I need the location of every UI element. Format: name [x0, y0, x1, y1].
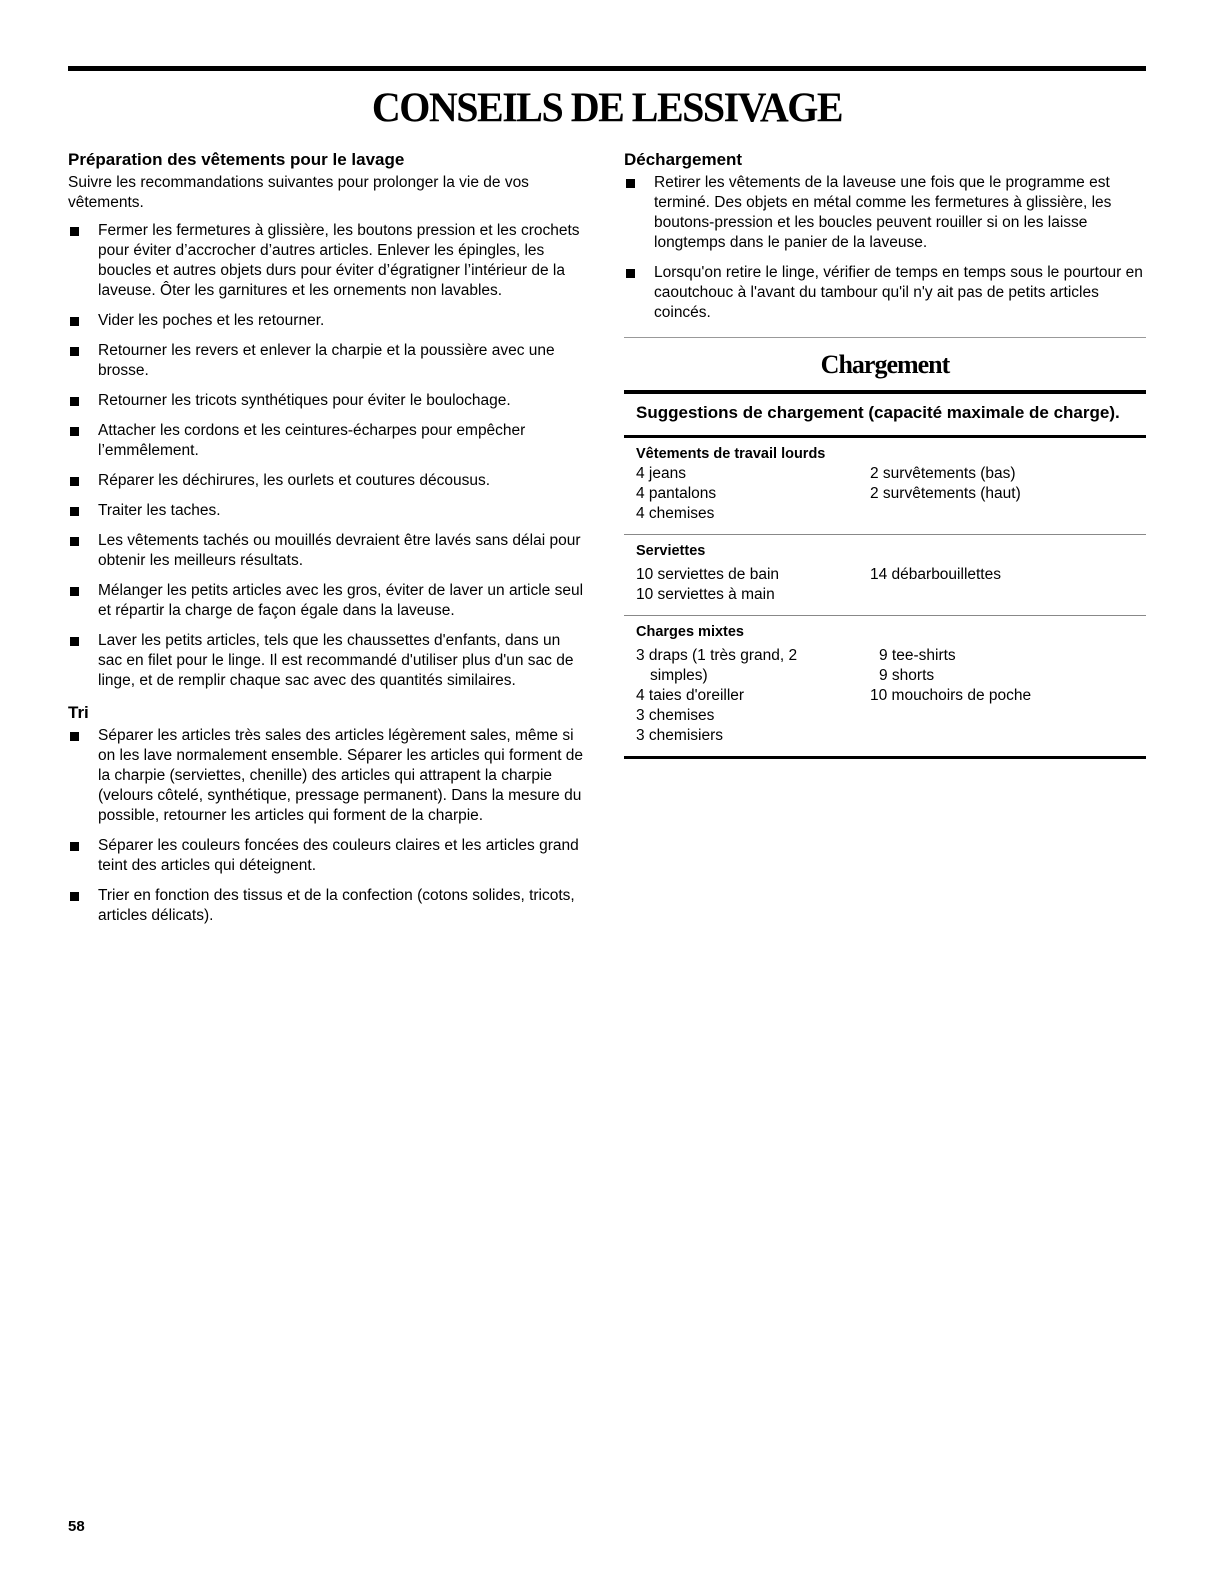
load-item: 3 draps (1 très grand, 2 — [636, 647, 798, 664]
list-item: Fermer les fermetures à glissière, les boutons pression et les crochets pour éviter d’accrocher d’autres articles. Enlever les épingles, les boucles et autres objets durs pour éviter d’égratigner l’intérieur de la laveuse. Ôter les garnitures et les ornements non lavables. — [68, 221, 588, 301]
bullet-square-icon — [70, 732, 79, 741]
list-item: Retourner les tricots synthétiques pour éviter le boulochage. — [68, 391, 588, 411]
dechargement-list — [624, 173, 1146, 323]
bullet-square-icon — [70, 637, 79, 646]
preparation-list — [68, 221, 588, 691]
bullet-square-icon — [70, 892, 79, 901]
right-column — [624, 150, 1146, 759]
bullet-square-icon — [70, 537, 79, 546]
tri-list — [68, 726, 588, 926]
table-caption: Suggestions de chargement (capacité maximale de charge). — [636, 403, 1120, 422]
load-group — [624, 438, 1146, 534]
list-item: Attacher les cordons et les ceintures-écharpes pour empêcher l’emmêlement. — [68, 421, 588, 461]
chargement-title: Chargement — [820, 350, 950, 379]
load-item: 10 serviettes à main — [636, 586, 775, 603]
list-item: Retirer les vêtements de la laveuse une fois que le programme est terminé. Des objets en métal comme les fermetures à glissière, les boutons-pression et les boucles peuvent rouiller si on les laisse longtemps dans le panier de la laveuse. — [624, 173, 1146, 253]
load-item: simples) — [650, 667, 708, 684]
group-heading: Charges mixtes — [636, 624, 744, 640]
bullet-square-icon — [626, 179, 635, 188]
bullet-square-icon — [70, 347, 79, 356]
bullet-square-icon — [70, 227, 79, 236]
load-group — [624, 615, 1146, 756]
list-item: Lorsqu'on retire le linge, vérifier de temps en temps sous le pourtour en caoutchouc à l'avant du tambour qu'il n'y ait pas de petits articles coincés. — [624, 263, 1146, 323]
table-bottom-rule — [624, 756, 1146, 759]
load-item: 2 survêtements (bas) — [870, 465, 1016, 482]
list-item: Retourner les revers et enlever la charpie et la poussière avec une brosse. — [68, 341, 588, 381]
load-item: 3 chemisiers — [636, 727, 723, 744]
bullet-square-icon — [70, 587, 79, 596]
list-item: Séparer les couleurs foncées des couleurs claires et les articles grand teint des articles qui déteignent. — [68, 836, 588, 876]
bullet-square-icon — [70, 427, 79, 436]
top-rule — [68, 66, 1146, 71]
group-heading: Vêtements de travail lourds — [636, 446, 826, 462]
group-heading: Serviettes — [636, 543, 706, 559]
list-item: Trier en fonction des tissus et de la confection (cotons solides, tricots, articles délicats). — [68, 886, 588, 926]
dechargement-heading: Déchargement — [624, 150, 743, 169]
page-title: CONSEILS DE LESSIVAGE — [371, 83, 843, 132]
bullet-square-icon — [70, 397, 79, 406]
list-item: Réparer les déchirures, les ourlets et coutures décousus. — [68, 471, 588, 491]
bullet-square-icon — [70, 477, 79, 486]
left-column — [68, 150, 588, 936]
list-item: Laver les petits articles, tels que les chaussettes d'enfants, dans un sac en filet pour le linge. Il est recommandé d'utiliser plus d'un sac de linge, et de remplir chaque sac avec des quantités similaires. — [68, 631, 588, 691]
load-item: 10 serviettes de bain — [636, 566, 780, 583]
load-item: 4 pantalons — [636, 485, 717, 502]
section-divider — [624, 337, 1146, 338]
bullet-square-icon — [70, 507, 79, 516]
list-item: Séparer les articles très sales des articles légèrement sales, même si on les lave normalement ensemble. Séparer les articles qui forment de la charpie (serviettes, chenille) des articles qui attrapent la charpie (velours côtelé, synthétique, pressage permanent). Dans la mesure du possible, retourner les articles qui forment de la charpie. — [68, 726, 588, 826]
load-item: 4 chemises — [636, 505, 715, 522]
load-item: 2 survêtements (haut) — [870, 485, 1021, 502]
bullet-square-icon — [70, 317, 79, 326]
list-item: Traiter les taches. — [68, 501, 588, 521]
load-item: 4 jeans — [636, 465, 686, 482]
bullet-square-icon — [70, 842, 79, 851]
preparation-intro: Suivre les recommandations suivantes pour prolonger la vie de vos vêtements. — [68, 174, 529, 211]
load-item: 9 shorts — [879, 667, 935, 684]
load-item: 10 mouchoirs de poche — [870, 687, 1032, 704]
page-number: 58 — [68, 1518, 85, 1535]
tri-heading: Tri — [68, 703, 89, 722]
load-item: 4 taies d'oreiller — [636, 687, 745, 704]
load-group — [624, 534, 1146, 615]
load-item: 9 tee-shirts — [879, 647, 956, 664]
list-item: Vider les poches et les retourner. — [68, 311, 588, 331]
list-item: Les vêtements tachés ou mouillés devraient être lavés sans délai pour obtenir les meilleurs résultats. — [68, 531, 588, 571]
list-item: Mélanger les petits articles avec les gros, éviter de laver un article seul et répartir la charge de façon égale dans la laveuse. — [68, 581, 588, 621]
load-item: 14 débarbouillettes — [870, 566, 1001, 583]
bullet-square-icon — [626, 269, 635, 278]
preparation-heading: Préparation des vêtements pour le lavage — [68, 150, 405, 169]
load-item: 3 chemises — [636, 707, 715, 724]
